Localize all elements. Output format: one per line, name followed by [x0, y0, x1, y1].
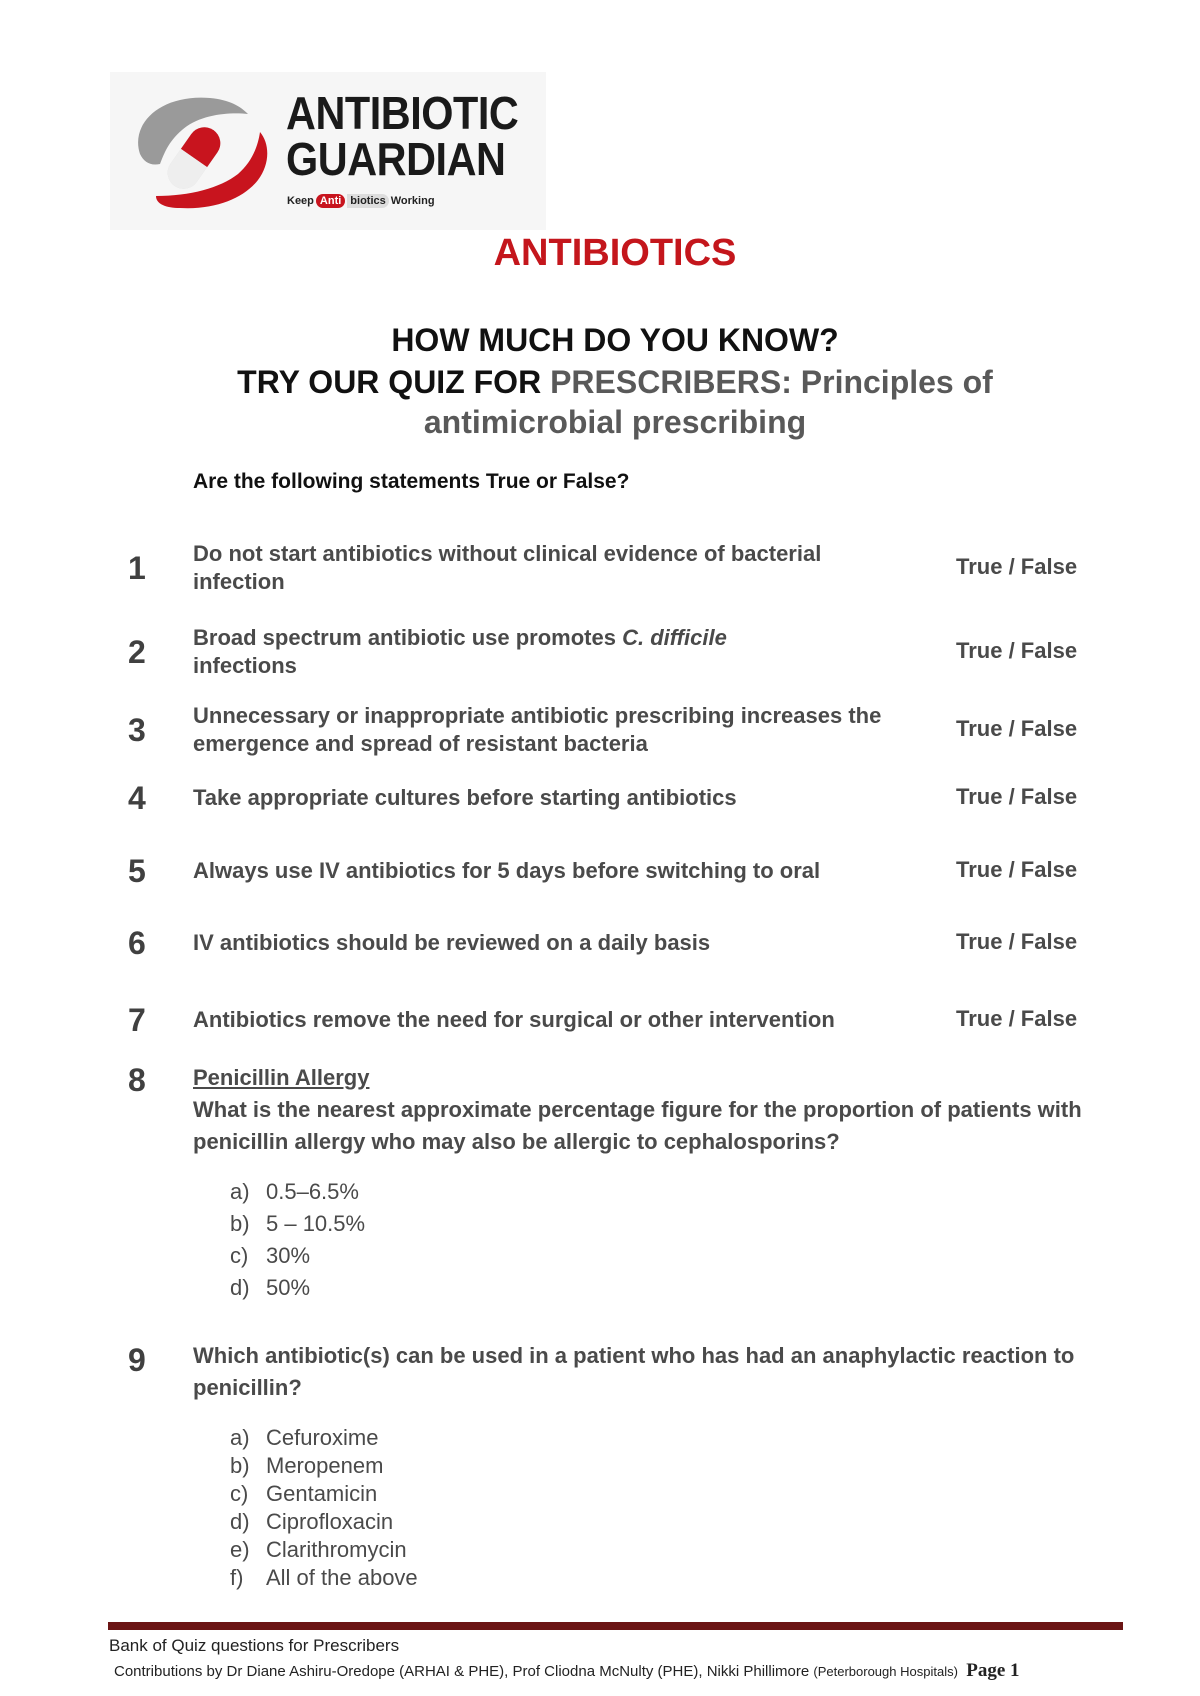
option-letter: f): [230, 1565, 244, 1590]
answer-option[interactable]: [230, 1208, 365, 1240]
option-text: Gentamicin: [266, 1481, 378, 1506]
page-title: ANTIBIOTICS: [493, 232, 737, 274]
option-letter: d): [230, 1509, 250, 1534]
question-number: 7: [128, 1002, 146, 1038]
true-false-option[interactable]: True / False: [956, 554, 1078, 579]
footer-title: Bank of Quiz questions for Prescribers: [109, 1636, 400, 1655]
footer-contributor-affiliation: (Peterborough Hospitals): [813, 1664, 958, 1679]
question-text: Unnecessary or inappropriate antibiotic prescribing increases the emergence and spread of resistant bacteria: [193, 703, 882, 756]
true-false-option[interactable]: True / False: [956, 1006, 1078, 1031]
footer-contributors: Contributions by Dr Diane Ashiru-Oredope (ARHAI & PHE), Prof Cliodna McNulty (PHE), Nikki Phillimore: [114, 1663, 814, 1680]
option-letter: b): [230, 1453, 250, 1478]
option-letter: c): [230, 1243, 249, 1268]
true-false-option[interactable]: True / False: [956, 638, 1078, 663]
option-text: 0.5–6.5%: [266, 1179, 359, 1204]
option-text: Cefuroxime: [266, 1425, 379, 1450]
question-text: Take appropriate cultures before starting antibiotics: [193, 785, 737, 810]
question-number: 2: [128, 634, 146, 670]
question-number: 3: [128, 712, 146, 748]
question-text: [193, 1062, 1093, 1158]
answer-option[interactable]: [230, 1536, 418, 1564]
heading-line-2-grey: PRESCRIBERS:: [550, 364, 792, 400]
question-number: 9: [128, 1342, 146, 1378]
option-text: 50%: [266, 1275, 311, 1300]
option-text: Meropenem: [266, 1453, 384, 1478]
answer-options: [230, 1176, 365, 1304]
question-text: [193, 624, 793, 680]
question-number: 1: [128, 550, 146, 586]
answer-option[interactable]: [230, 1424, 418, 1452]
option-text: 5 – 10.5%: [266, 1211, 366, 1236]
instruction-text: Are the following statements True or False?: [193, 470, 630, 493]
tagline-keep: Keep: [287, 195, 314, 207]
page-number: Page 1: [966, 1660, 1020, 1681]
question-text-part: Broad spectrum antibiotic use promotes: [193, 625, 623, 650]
true-false-option[interactable]: True / False: [956, 929, 1078, 954]
true-false-option[interactable]: True / False: [956, 784, 1078, 809]
question-text: IV antibiotics should be reviewed on a daily basis: [193, 930, 711, 955]
answer-option[interactable]: [230, 1272, 365, 1304]
tagline-working: Working: [390, 195, 435, 207]
antibiotic-guardian-logo: [110, 72, 546, 230]
tagline-anti: Anti: [316, 194, 345, 208]
option-text: All of the above: [266, 1565, 418, 1590]
question-text: Which antibiotic(s) can be used in a patient who has had an anaphylactic reaction to penicillin?: [193, 1343, 1075, 1400]
question-text-italic: C. difficile: [622, 625, 727, 650]
true-false-option[interactable]: True / False: [956, 716, 1078, 741]
question-text: Antibiotics remove the need for surgical or other intervention: [193, 1007, 835, 1032]
question-heading: Penicillin Allergy: [193, 1065, 370, 1090]
question-number: 5: [128, 853, 146, 889]
question-text: Always use IV antibiotics for 5 days before switching to oral: [193, 858, 821, 883]
footer-divider: [108, 1622, 1123, 1630]
option-letter: c): [230, 1481, 249, 1506]
answer-option[interactable]: [230, 1508, 418, 1536]
answer-options: [230, 1424, 418, 1592]
heading-line-3: antimicrobial prescribing: [423, 404, 807, 440]
footer-contributions: [114, 1660, 1020, 1682]
heading-line-2-prefix: TRY OUR QUIZ FOR: [237, 364, 551, 400]
question-number: 6: [128, 925, 146, 961]
answer-option[interactable]: [230, 1240, 365, 1272]
question-number: 8: [128, 1062, 146, 1098]
question-text-part: infections: [193, 653, 297, 678]
option-text: Clarithromycin: [266, 1537, 407, 1562]
heading-line-2-suffix: Principles of: [791, 364, 993, 400]
tagline-biotics: biotics: [347, 194, 388, 208]
answer-option[interactable]: [230, 1176, 365, 1208]
option-letter: e): [230, 1537, 250, 1562]
question-number: 4: [128, 780, 146, 816]
heading-line-2: [0, 364, 1200, 401]
option-letter: a): [230, 1425, 250, 1450]
option-letter: b): [230, 1211, 250, 1236]
answer-option[interactable]: [230, 1564, 418, 1592]
answer-option[interactable]: [230, 1480, 418, 1508]
option-letter: d): [230, 1275, 250, 1300]
option-text: Ciprofloxacin: [266, 1509, 394, 1534]
logo-word-antibiotic: ANTIBIOTIC: [286, 87, 519, 139]
question-body: What is the nearest approximate percentage figure for the proportion of patients with penicillin allergy who may also be allergic to cephalosporins?: [193, 1097, 1082, 1154]
logo-tagline: [287, 194, 435, 208]
logo-word-guardian: GUARDIAN: [286, 133, 506, 185]
option-letter: a): [230, 1179, 250, 1204]
option-text: 30%: [266, 1243, 311, 1268]
question-text: Do not start antibiotics without clinical evidence of bacterial infection: [193, 541, 822, 594]
true-false-option[interactable]: True / False: [956, 857, 1078, 882]
hands-pill-icon: [120, 84, 280, 218]
heading-line-1: HOW MUCH DO YOU KNOW?: [391, 322, 839, 358]
answer-option[interactable]: [230, 1452, 418, 1480]
